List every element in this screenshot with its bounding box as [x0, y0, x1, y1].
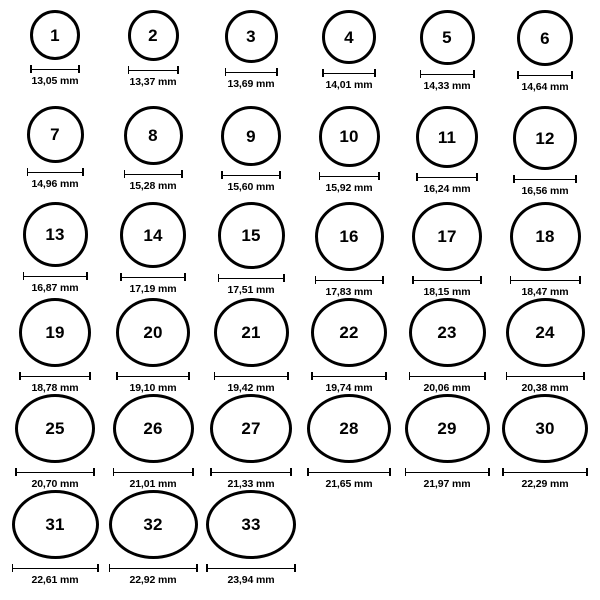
ring-measure: [307, 468, 391, 490]
ring-measure: [15, 468, 95, 490]
measure-bar-icon: [120, 273, 186, 281]
ring-diameter-label: 21,65 mm: [325, 478, 373, 490]
measure-bar-icon: [23, 272, 88, 280]
ring-circle: [319, 106, 380, 167]
ring-size-cell: [104, 202, 202, 298]
measure-bar-icon: [225, 68, 278, 76]
measure-bar-icon: [405, 468, 490, 476]
ring-diameter-label: 20,38 mm: [521, 382, 569, 394]
ring-size-cell: [300, 10, 398, 106]
measure-bar-icon: [315, 276, 384, 284]
ring-size-cell: [6, 394, 104, 490]
ring-size-label: 24: [535, 323, 555, 342]
ring-size-label: 4: [344, 27, 354, 47]
ring-size-label: 17: [437, 227, 457, 246]
ring-diameter-label: 18,15 mm: [423, 286, 471, 298]
measure-bar-icon: [109, 564, 198, 572]
ring-diameter-label: 17,83 mm: [325, 286, 373, 298]
ring-size-cell: [398, 106, 496, 202]
ring-size-cell: [398, 298, 496, 394]
measure-bar-icon: [214, 372, 289, 380]
ring-measure: [218, 274, 285, 296]
ring-diameter-label: 20,70 mm: [31, 478, 79, 490]
ring-size-label: 1: [50, 25, 60, 45]
ring-circle: [27, 106, 84, 163]
ring-diameter-label: 15,60 mm: [227, 181, 275, 193]
ring-circle: [12, 490, 99, 559]
ring-diameter-label: 17,19 mm: [129, 283, 177, 295]
ring-measure: [12, 564, 99, 586]
ring-circle: [506, 298, 585, 367]
ring-circle: [315, 202, 384, 271]
ring-size-label: 29: [437, 419, 457, 438]
ring-diameter-label: 15,92 mm: [325, 182, 373, 194]
ring-size-cell: [496, 202, 594, 298]
ring-size-label: 32: [143, 515, 163, 534]
measure-bar-icon: [322, 69, 376, 77]
ring-diameter-label: 22,92 mm: [129, 574, 177, 586]
ring-circle: [116, 298, 190, 367]
ring-size-cell: [202, 490, 300, 586]
ring-size-cell: [202, 298, 300, 394]
ring-diameter-label: 18,78 mm: [31, 382, 79, 394]
ring-circle: [206, 490, 296, 559]
ring-measure: [225, 68, 278, 90]
ring-circle: [23, 202, 88, 267]
ring-size-cell: [202, 394, 300, 490]
ring-diameter-label: 14,01 mm: [325, 79, 373, 91]
ring-measure: [506, 372, 585, 394]
measure-bar-icon: [409, 372, 486, 380]
ring-measure: [30, 65, 80, 87]
ring-size-label: 3: [246, 27, 256, 46]
ring-measure: [416, 173, 478, 195]
ring-measure: [420, 70, 475, 92]
ring-circle: [322, 10, 376, 64]
ring-diameter-label: 13,37 mm: [129, 76, 177, 88]
ring-circle: [210, 394, 292, 463]
ring-diameter-label: 16,24 mm: [423, 183, 471, 195]
measure-bar-icon: [19, 372, 91, 380]
ring-circle: [120, 202, 186, 268]
measure-bar-icon: [221, 171, 281, 179]
measure-bar-icon: [307, 468, 391, 476]
ring-size-cell: [300, 394, 398, 490]
ring-diameter-label: 19,42 mm: [227, 382, 275, 394]
ring-circle: [109, 490, 198, 559]
measure-bar-icon: [311, 372, 387, 380]
ring-measure: [109, 564, 198, 586]
ring-size-cell: [104, 10, 202, 106]
ring-diameter-label: 18,47 mm: [521, 286, 569, 298]
ring-circle: [15, 394, 95, 463]
ring-measure: [206, 564, 296, 586]
ring-circle: [124, 106, 183, 165]
ring-size-grid: [6, 10, 594, 586]
ring-measure: [510, 276, 581, 298]
ring-measure: [221, 171, 281, 193]
ring-size-cell: [202, 202, 300, 298]
ring-circle: [128, 10, 179, 61]
ring-size-label: 22: [339, 323, 359, 342]
ring-circle: [502, 394, 588, 463]
ring-measure: [322, 69, 376, 91]
ring-size-label: 18: [535, 227, 555, 246]
ring-size-cell: [398, 394, 496, 490]
measure-bar-icon: [15, 468, 95, 476]
ring-diameter-label: 20,06 mm: [423, 382, 471, 394]
ring-circle: [517, 10, 573, 66]
measure-bar-icon: [416, 173, 478, 181]
measure-bar-icon: [412, 276, 482, 284]
ring-diameter-label: 21,01 mm: [129, 478, 177, 490]
measure-bar-icon: [218, 274, 285, 282]
ring-diameter-label: 15,28 mm: [129, 180, 177, 192]
ring-measure: [513, 175, 577, 197]
ring-measure: [412, 276, 482, 298]
ring-measure: [120, 273, 186, 295]
ring-circle: [218, 202, 285, 269]
ring-circle: [513, 106, 577, 170]
ring-size-cell: [6, 298, 104, 394]
ring-measure: [315, 276, 384, 298]
ring-circle: [416, 106, 478, 168]
ring-size-cell: [398, 202, 496, 298]
ring-diameter-label: 19,74 mm: [325, 382, 373, 394]
ring-circle: [409, 298, 486, 367]
measure-bar-icon: [116, 372, 190, 380]
ring-measure: [19, 372, 91, 394]
ring-circle: [311, 298, 387, 367]
ring-diameter-label: 14,33 mm: [423, 80, 471, 92]
ring-diameter-label: 22,61 mm: [31, 574, 79, 586]
ring-measure: [502, 468, 588, 490]
ring-size-label: 19: [45, 323, 65, 342]
ring-size-label: 20: [143, 323, 163, 342]
ring-size-label: 26: [143, 419, 163, 438]
ring-size-cell: [496, 106, 594, 202]
ring-measure: [128, 66, 179, 88]
ring-size-label: 7: [50, 125, 60, 144]
ring-circle: [412, 202, 482, 271]
measure-bar-icon: [510, 276, 581, 284]
measure-bar-icon: [30, 65, 80, 73]
ring-size-label: 11: [437, 127, 457, 147]
ring-diameter-label: 19,10 mm: [129, 382, 177, 394]
ring-circle: [307, 394, 391, 463]
measure-bar-icon: [27, 168, 84, 176]
ring-size-cell: [6, 202, 104, 298]
measure-bar-icon: [506, 372, 585, 380]
ring-size-label: 12: [535, 128, 555, 148]
ring-size-cell: [300, 106, 398, 202]
measure-bar-icon: [12, 564, 99, 572]
ring-size-cell: [6, 106, 104, 202]
ring-diameter-label: 14,96 mm: [31, 178, 79, 190]
ring-circle: [420, 10, 475, 65]
measure-bar-icon: [513, 175, 577, 183]
ring-size-label: 10: [339, 127, 359, 146]
ring-size-label: 5: [442, 28, 452, 47]
ring-size-cell: [496, 298, 594, 394]
ring-size-cell: [300, 202, 398, 298]
ring-size-cell: [104, 394, 202, 490]
ring-diameter-label: 14,64 mm: [521, 81, 569, 93]
ring-size-cell: [202, 10, 300, 106]
ring-size-label: 8: [148, 126, 158, 145]
ring-diameter-label: 23,94 mm: [227, 574, 275, 586]
ring-size-cell: [300, 298, 398, 394]
ring-size-label: 16: [339, 227, 359, 246]
ring-size-label: 13: [45, 225, 65, 244]
ring-diameter-label: 17,51 mm: [227, 284, 275, 296]
ring-size-label: 25: [45, 419, 65, 438]
ring-size-label: 21: [241, 323, 261, 342]
ring-measure: [214, 372, 289, 394]
ring-diameter-label: 22,29 mm: [521, 478, 569, 490]
measure-bar-icon: [128, 66, 179, 74]
ring-size-label: 28: [339, 419, 359, 438]
ring-circle: [19, 298, 91, 367]
ring-size-label: 14: [143, 225, 163, 245]
ring-diameter-label: 16,56 mm: [521, 185, 569, 197]
ring-size-label: 23: [437, 323, 457, 342]
ring-size-label: 33: [241, 515, 261, 534]
ring-measure: [27, 168, 84, 190]
ring-diameter-label: 16,87 mm: [31, 282, 79, 294]
ring-measure: [210, 468, 292, 490]
ring-diameter-label: 13,05 mm: [31, 75, 79, 87]
ring-size-label: 27: [241, 419, 261, 438]
ring-measure: [405, 468, 490, 490]
ring-circle: [225, 10, 278, 63]
ring-circle: [30, 10, 80, 60]
ring-size-cell: [496, 10, 594, 106]
ring-diameter-label: 13,69 mm: [227, 78, 275, 90]
ring-circle: [113, 394, 194, 463]
ring-circle: [214, 298, 289, 367]
ring-measure: [409, 372, 486, 394]
ring-size-label: 30: [535, 419, 555, 438]
ring-size-label: 31: [45, 515, 65, 534]
ring-size-label: 9: [246, 126, 256, 146]
ring-measure: [116, 372, 190, 394]
ring-diameter-label: 21,33 mm: [227, 478, 275, 490]
ring-size-label: 6: [540, 28, 550, 48]
ring-measure: [124, 170, 183, 192]
ring-size-cell: [104, 490, 202, 586]
ring-size-cell: [6, 10, 104, 106]
measure-bar-icon: [502, 468, 588, 476]
ring-size-cell: [398, 10, 496, 106]
ring-size-cell: [496, 394, 594, 490]
ring-measure: [113, 468, 194, 490]
ring-size-cell: [104, 298, 202, 394]
ring-measure: [311, 372, 387, 394]
measure-bar-icon: [420, 70, 475, 78]
ring-measure: [517, 71, 573, 93]
ring-size-cell: [202, 106, 300, 202]
ring-size-label: 15: [241, 226, 261, 245]
measure-bar-icon: [210, 468, 292, 476]
ring-size-cell: [6, 490, 104, 586]
ring-circle: [405, 394, 490, 463]
ring-diameter-label: 21,97 mm: [423, 478, 471, 490]
ring-measure: [319, 172, 380, 194]
measure-bar-icon: [319, 172, 380, 180]
ring-size-label: 2: [148, 26, 158, 45]
ring-circle: [510, 202, 581, 271]
measure-bar-icon: [124, 170, 183, 178]
measure-bar-icon: [113, 468, 194, 476]
ring-circle: [221, 106, 281, 166]
ring-measure: [23, 272, 88, 294]
measure-bar-icon: [206, 564, 296, 572]
ring-size-cell: [104, 106, 202, 202]
measure-bar-icon: [517, 71, 573, 79]
